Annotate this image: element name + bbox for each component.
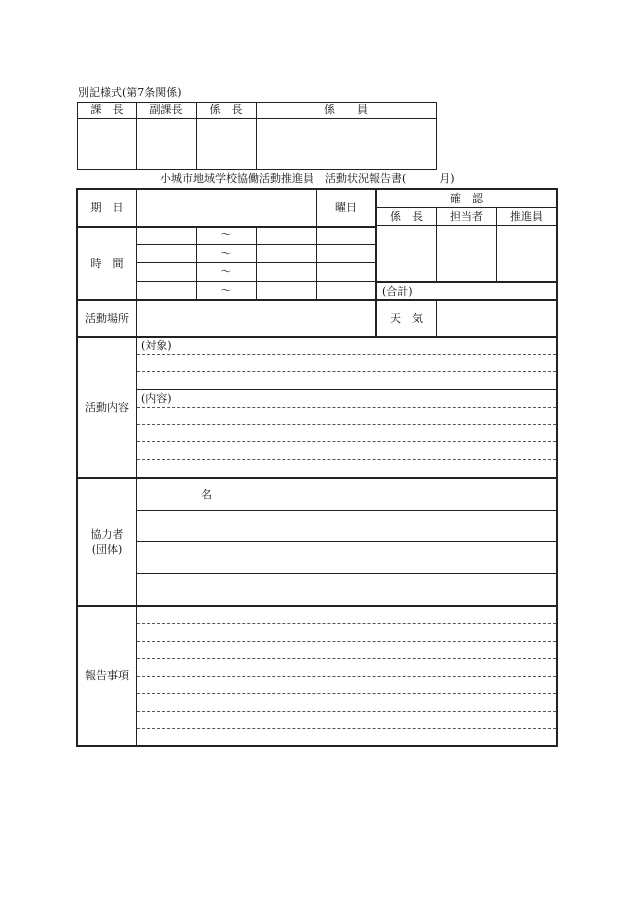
cooperator-field-2[interactable] [138, 543, 555, 572]
activity-label: 活動内容 [85, 401, 129, 414]
stamp-box-deputy-chief[interactable] [137, 119, 196, 169]
target-label: (対象) [141, 339, 172, 352]
report-label: 報告事項 [85, 669, 129, 682]
activity-content-field[interactable] [138, 391, 555, 476]
report-field[interactable] [138, 608, 555, 744]
confirm-label: 確 認 [450, 192, 483, 205]
confirm-stamp-person-in-charge[interactable] [437, 227, 496, 281]
approval-col-section-chief: 課 長 [90, 103, 124, 116]
date-label: 期 日 [90, 201, 124, 214]
stamp-box-section-chief[interactable] [78, 119, 136, 169]
approval-col-staff: 係 員 [324, 103, 368, 116]
time-tilde-3: 〜 [220, 265, 232, 278]
approval-col-deputy-chief: 副課長 [149, 103, 183, 116]
approval-col-unit-chief: 係 長 [209, 103, 243, 116]
cooperator-label: 協力者 [90, 528, 124, 541]
place-label: 活動場所 [85, 312, 129, 325]
time-label: 時 間 [90, 257, 124, 270]
confirm-col-promoter: 推進員 [510, 210, 543, 223]
cooperator-field-1[interactable] [138, 512, 555, 540]
confirm-stamp-promoter[interactable] [497, 227, 556, 281]
form-label: 別記様式(第7条関係) [78, 86, 182, 99]
date-field[interactable] [138, 190, 315, 226]
content-label: (内容) [141, 392, 172, 405]
confirm-col-unit-chief: 係 長 [390, 210, 423, 223]
form-title: 小城市地域学校協働活動推進員 活動状況報告書( 月) [160, 172, 455, 185]
place-field[interactable] [138, 302, 374, 336]
activity-target-field[interactable] [138, 339, 555, 388]
total-label: (合計) [382, 285, 413, 298]
time-tilde-1: 〜 [220, 228, 232, 241]
stamp-box-unit-chief[interactable] [197, 119, 256, 169]
weekday-label: 曜日 [335, 201, 357, 214]
confirm-col-person-in-charge: 担当者 [450, 210, 483, 223]
time-tilde-4: 〜 [220, 284, 232, 297]
stamp-box-staff[interactable] [257, 119, 436, 169]
weather-field[interactable] [438, 302, 555, 336]
cooperator-field-3[interactable] [138, 575, 555, 604]
name-count-label: 名 [201, 488, 212, 501]
weather-label: 天 気 [390, 312, 423, 325]
cooperator-count-field[interactable] [138, 480, 555, 509]
cooperator-label-sub: (団体) [91, 543, 123, 556]
confirm-stamp-unit-chief[interactable] [378, 227, 436, 281]
time-tilde-2: 〜 [220, 247, 232, 260]
